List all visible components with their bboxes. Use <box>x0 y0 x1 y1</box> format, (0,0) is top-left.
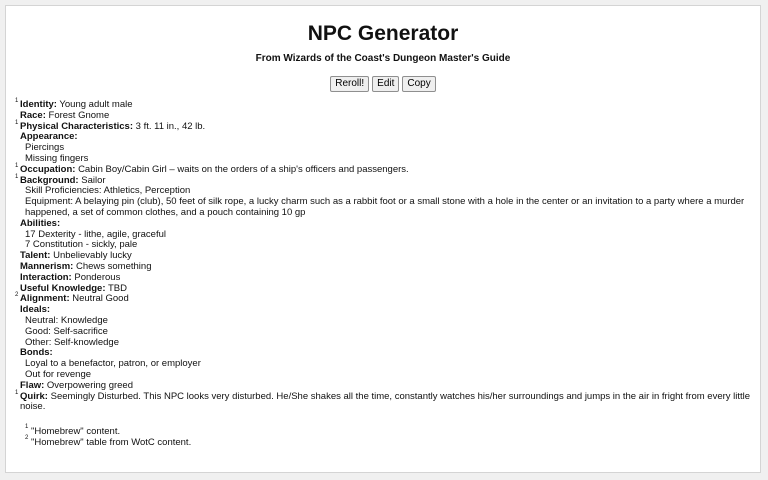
interaction-label: Interaction: <box>20 271 72 283</box>
talent-label: Talent: <box>20 250 51 262</box>
interaction-row <box>16 273 756 284</box>
reroll-button[interactable]: Reroll! <box>330 76 369 92</box>
background-equipment: Equipment: A belaying pin (club), 50 feet of silk rope, a lucky charm such as a rabbit foot or a small stone with a hole in the center or an invitation to a party where a murder happened, a set of common clothes, and a pouch containing 10 gp <box>25 196 745 218</box>
footnote-mark: 1 <box>25 424 29 430</box>
occupation-value: Cabin Boy/Cabin Girl – waits on the orders of a ship's officers and passengers. <box>78 163 409 175</box>
footnote <box>25 437 191 448</box>
alignment-label: Alignment: <box>20 293 70 305</box>
footnote-mark: 2 <box>25 435 29 441</box>
button-bar <box>6 76 760 92</box>
ideals-label: Ideals: <box>20 304 51 316</box>
ideal-item: Other: Self-knowledge <box>25 336 119 348</box>
footnote-marker: 1 <box>15 162 19 169</box>
physical-value: 3 ft. 11 in., 42 lb. <box>135 120 206 132</box>
alignment-row <box>16 294 756 305</box>
interaction-value: Ponderous <box>74 271 121 283</box>
footnotes <box>25 426 191 448</box>
quirk-row <box>15 389 756 414</box>
physical-label: Physical Characteristics: <box>20 120 134 132</box>
appearance-row <box>16 132 756 143</box>
identity-value: Young adult male <box>59 99 133 110</box>
quirk-label: Quirk: <box>20 390 48 402</box>
footnote-marker: 1 <box>15 98 19 104</box>
abilities-label: Abilities: <box>20 217 61 229</box>
background-label: Background: <box>20 174 79 186</box>
knowledge-value: TBD <box>107 282 127 294</box>
background-value: Sailor <box>81 174 106 186</box>
ability-item: 17 Dexterity - lithe, agile, graceful <box>25 228 166 240</box>
footnote-marker: 2 <box>15 292 19 299</box>
generator-panel <box>5 5 761 473</box>
mannerism-row <box>16 262 756 273</box>
npc-details <box>16 100 756 413</box>
occupation-label: Occupation: <box>20 163 76 175</box>
knowledge-label: Useful Knowledge: <box>20 282 106 294</box>
footnote-marker: 1 <box>15 173 19 180</box>
ideals-row <box>16 305 756 316</box>
ability-item: 7 Constitution - sickly, pale <box>25 239 138 251</box>
edit-button[interactable]: Edit <box>372 76 399 92</box>
mannerism-value: Chews something <box>75 260 152 272</box>
page-title: NPC Generator <box>307 22 459 45</box>
appearance-item: Missing fingers <box>25 152 89 164</box>
page-subtitle: From Wizards of the Coast's Dungeon Master's Guide <box>255 53 511 64</box>
identity-row <box>16 100 756 111</box>
footnote-text: "Homebrew" content. <box>31 426 121 437</box>
background-skills: Skill Proficiencies: Athletics, Perception <box>25 185 191 197</box>
identity-label: Identity: <box>20 99 57 110</box>
footnote-text: "Homebrew" table from WotC content. <box>31 437 192 448</box>
bonds-label: Bonds: <box>20 347 53 359</box>
physical-row <box>15 119 756 133</box>
ideal-item: Good: Self-sacrifice <box>25 325 108 337</box>
quirk-value: Seemingly Disturbed. This NPC looks very disturbed. He/She shakes all the time, constantly watches his/her surroundings and jumps in the air in fright from every little noise. <box>20 390 751 413</box>
bond-item: Loyal to a benefactor, patron, or employer <box>25 358 201 370</box>
appearance-item: Piercings <box>25 142 65 154</box>
flaw-label: Flaw: <box>20 379 45 391</box>
alignment-value: Neutral Good <box>72 293 129 305</box>
footnote <box>25 426 191 437</box>
flaw-value: Overpowering greed <box>46 379 133 391</box>
abilities-row <box>16 219 756 230</box>
occupation-row <box>15 162 756 176</box>
ideal-item: Neutral: Knowledge <box>25 314 108 326</box>
race-value: Forest Gnome <box>48 109 110 121</box>
bond-item: Out for revenge <box>25 368 92 380</box>
footnote-marker: 1 <box>15 119 19 126</box>
talent-value: Unbelievably lucky <box>53 250 132 262</box>
copy-button[interactable]: Copy <box>402 76 435 92</box>
footnote-marker: 1 <box>15 389 19 396</box>
race-label: Race: <box>20 109 46 121</box>
appearance-label: Appearance: <box>20 131 78 143</box>
mannerism-label: Mannerism: <box>20 260 74 272</box>
